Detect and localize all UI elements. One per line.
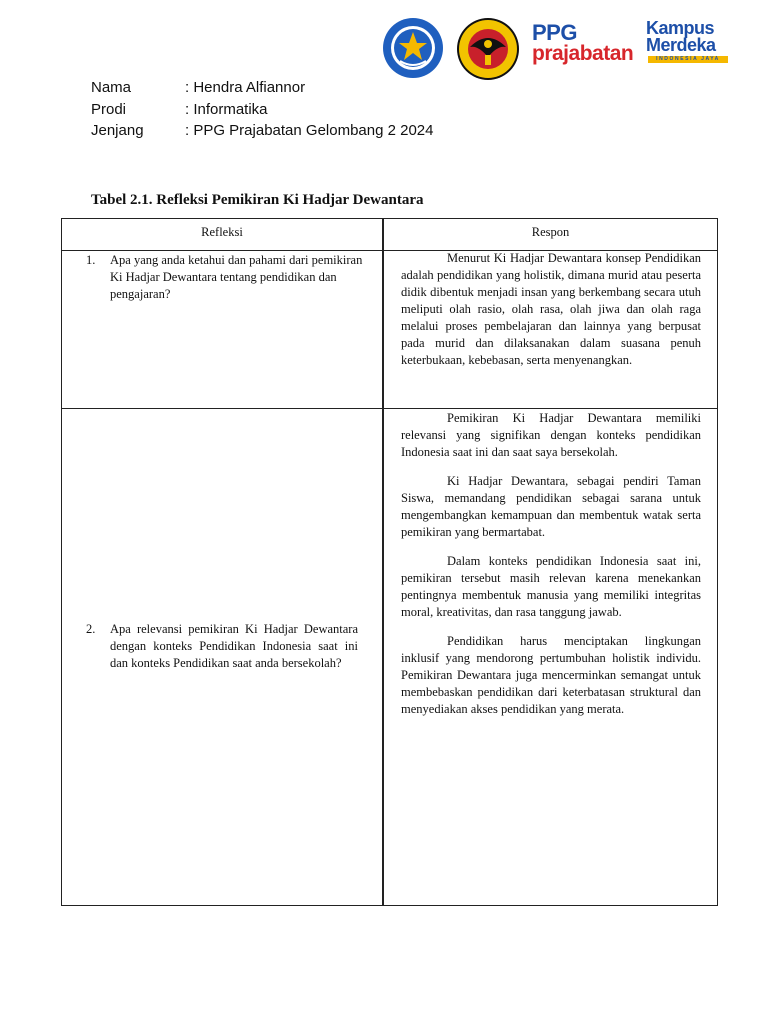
column-divider xyxy=(382,219,384,905)
answer-paragraph: Dalam konteks pendidikan Indonesia saat ini, pemikiran tersebut masih relevan karena menekankan pentingnya membentuk manusia yang memiliki integritas moral, kreativitas, dan rasa tanggung jawab. xyxy=(401,554,701,619)
answer-paragraph: Pemikiran Ki Hadjar Dewantara memiliki relevansi yang signifikan dengan konteks pendidikan Indonesia saat ini dan saat saya bersekolah. xyxy=(401,411,701,459)
table-title: Tabel 2.1. Refleksi Pemikiran Ki Hadjar Dewantara xyxy=(91,192,424,208)
identity-value: : Informatika xyxy=(185,100,268,118)
reflection-table xyxy=(61,218,718,906)
prajabatan-logo-text: prajabatan xyxy=(532,42,634,65)
question-text: Apa yang anda ketahui dan pahami dari pemikiran Ki Hadjar Dewantara tentang pendidikan dan pengajaran? xyxy=(110,253,363,301)
answer-cell-1 xyxy=(401,250,701,381)
kemdikbud-logo xyxy=(382,17,444,79)
ppg-logo-text: PPG xyxy=(532,20,577,45)
logo-bar xyxy=(380,14,730,72)
answer-paragraph: Menurut Ki Hadjar Dewantara konsep Pendidikan adalah pendidikan yang holistik, dimana murid atau peserta didik dibentuk menjadi insan yang berkembang secara utuh meliputi olah rasio, olah rasa, olah jiwa dan olah raga melalui proses pembelajaran dan lainnya yang berpusat pada murid dan dilaksanakan dalam suasana penuh keterbukaan, kebebasan, serta menyenangkan. xyxy=(401,251,701,367)
question-number: 1. xyxy=(86,253,96,267)
ulm-logo xyxy=(456,17,520,81)
identity-value: : PPG Prajabatan Gelombang 2 2024 xyxy=(185,122,434,139)
identity-label: Nama xyxy=(91,79,132,96)
answer-paragraph: Pendidikan harus menciptakan lingkungan inklusif yang mendorong pertumbuhan holistik individu. Pemikiran Dewantara juga mencerminkan semangat untuk membebaskan pendidikan dari keterbatasan struktural dan menyediakan akses pendidikan yang merata. xyxy=(401,634,701,716)
column-header-refleksi: Refleksi xyxy=(201,225,243,239)
column-header-respon: Respon xyxy=(531,225,570,239)
question-text: Apa relevansi pemikiran Ki Hadjar Dewantara dengan konteks Pendidikan Indonesia saat ini dan konteks Pendidikan saat anda bersekolah? xyxy=(110,622,358,670)
kampus-logo-text: Kampus xyxy=(646,18,715,38)
question-number: 2. xyxy=(86,622,96,636)
merdeka-logo-text: Merdeka xyxy=(646,35,716,55)
answer-cell-2 xyxy=(401,410,701,730)
identity-label: Prodi xyxy=(91,100,127,118)
answer-paragraph: Ki Hadjar Dewantara, sebagai pendiri Taman Siswa, memandang pendidikan sebagai sarana untuk mengembangkan kemampuan dan membentuk watak serta pemikiran yang bermartabat. xyxy=(401,474,701,539)
kampus-merdeka-logo xyxy=(646,18,730,74)
identity-value: : Hendra Alfiannor xyxy=(185,79,306,96)
identity-label: Jenjang xyxy=(91,122,144,139)
ppg-prajabatan-logo xyxy=(532,20,640,72)
indonesia-jaya-tag: INDONESIA JAYA xyxy=(648,56,728,63)
row-divider xyxy=(62,408,717,409)
